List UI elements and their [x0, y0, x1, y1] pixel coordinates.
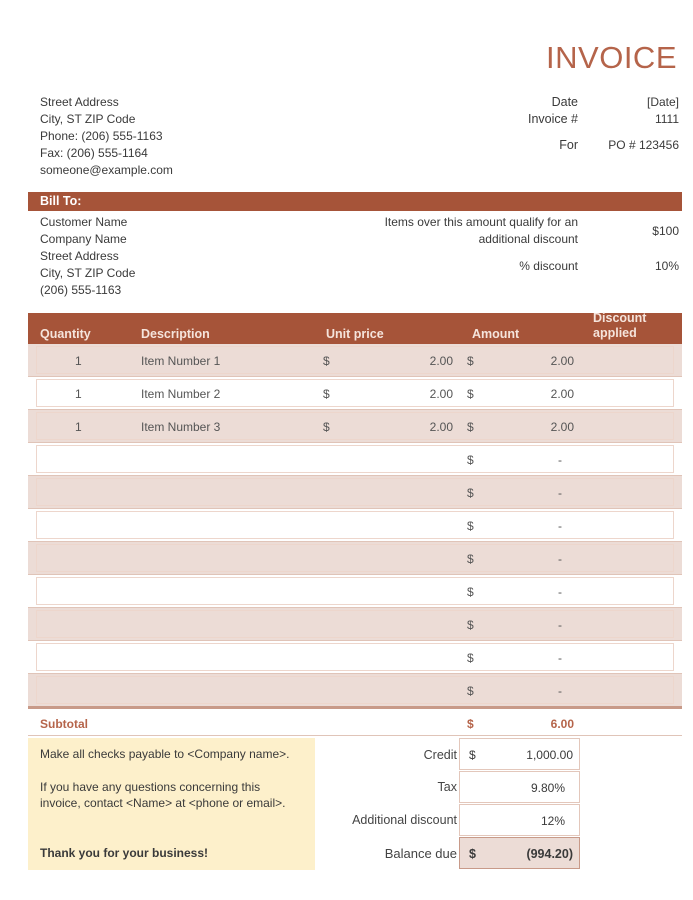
- customer-city[interactable]: City, ST ZIP Code: [40, 266, 136, 280]
- table-row[interactable]: [28, 443, 682, 476]
- row-description: Item Number 1: [141, 354, 221, 368]
- row-amount-currency: $: [467, 420, 474, 434]
- row-amount: -: [558, 618, 562, 632]
- bill-to-header: Bill To:: [28, 192, 682, 211]
- table-row[interactable]: [28, 608, 682, 641]
- credit-field[interactable]: [459, 738, 580, 770]
- bill-to-block: [40, 214, 135, 299]
- header-discount-applied: [593, 311, 646, 341]
- row-price-currency: $: [323, 420, 330, 434]
- row-amount: -: [558, 486, 562, 500]
- date-value[interactable]: [Date]: [646, 95, 679, 109]
- header-quantity: Quantity: [40, 327, 91, 341]
- company-phone: Phone: (206) 555-1163: [40, 129, 163, 143]
- credit-value: 1,000.00: [526, 748, 573, 762]
- company-city: City, ST ZIP Code: [40, 112, 136, 126]
- table-row[interactable]: [28, 344, 682, 377]
- credit-currency: $: [469, 748, 476, 762]
- balance-due-label: Balance due: [384, 846, 457, 861]
- for-value[interactable]: PO # 123456: [608, 138, 679, 152]
- subtotal-value: 6.00: [550, 717, 574, 731]
- percent-discount-label: % discount: [519, 259, 578, 273]
- credit-label: Credit: [423, 748, 457, 762]
- row-unit-price: 2.00: [429, 354, 453, 368]
- row-amount-currency: $: [467, 585, 474, 599]
- tax-value: 9.80%: [530, 781, 565, 795]
- row-quantity: 1: [75, 420, 82, 434]
- additional-discount-value: 12%: [540, 814, 565, 828]
- for-label: For: [559, 138, 578, 152]
- company-fax: Fax: (206) 555-1164: [40, 146, 148, 160]
- row-amount-currency: $: [467, 552, 474, 566]
- row-amount: -: [558, 519, 562, 533]
- row-amount-currency: $: [467, 453, 474, 467]
- table-row[interactable]: [28, 509, 682, 542]
- subtotal-row: [28, 706, 682, 736]
- customer-street[interactable]: Street Address: [40, 249, 119, 263]
- row-amount: -: [558, 453, 562, 467]
- header-unit-price: Unit price: [326, 327, 384, 341]
- thanks-note[interactable]: Thank you for your business!: [40, 846, 209, 860]
- row-amount-currency: $: [467, 354, 474, 368]
- row-quantity: 1: [75, 387, 82, 401]
- subtotal-label: Subtotal: [40, 717, 88, 731]
- customer-phone[interactable]: (206) 555-1163: [40, 283, 122, 297]
- header-discount-line2: applied: [593, 326, 637, 340]
- row-amount: -: [558, 585, 562, 599]
- discount-qualify-text: [318, 214, 578, 248]
- company-street: Street Address: [40, 95, 119, 109]
- questions-note-line1[interactable]: If you have any questions concerning this: [40, 780, 261, 794]
- row-amount-currency: $: [467, 486, 474, 500]
- invoice-number-label: Invoice #: [527, 112, 578, 126]
- row-amount: 2.00: [550, 420, 574, 434]
- tax-label: Tax: [437, 780, 457, 794]
- discount-threshold[interactable]: $100: [652, 224, 679, 238]
- additional-discount-label: Additional discount: [352, 813, 457, 827]
- invoice-title: INVOICE: [546, 40, 677, 75]
- header-description: Description: [141, 327, 210, 341]
- discount-qualify-line1: Items over this amount qualify for an: [384, 215, 578, 229]
- row-unit-price: 2.00: [429, 387, 453, 401]
- row-amount-currency: $: [467, 519, 474, 533]
- table-row[interactable]: [28, 410, 682, 443]
- table-row[interactable]: [28, 674, 682, 707]
- row-unit-price: 2.00: [429, 420, 453, 434]
- row-amount-currency: $: [467, 684, 474, 698]
- company-email: someone@example.com: [40, 163, 173, 177]
- percent-discount-value[interactable]: 10%: [654, 259, 679, 273]
- additional-discount-field[interactable]: [459, 804, 580, 836]
- table-row[interactable]: [28, 575, 682, 608]
- row-amount-currency: $: [467, 651, 474, 665]
- row-amount: -: [558, 684, 562, 698]
- balance-due-value: (994.20): [526, 847, 573, 861]
- row-quantity: 1: [75, 354, 82, 368]
- company-address: [40, 94, 173, 179]
- row-price-currency: $: [323, 354, 330, 368]
- customer-company[interactable]: Company Name: [40, 232, 127, 246]
- payment-notes: [28, 738, 315, 870]
- row-amount-currency: $: [467, 618, 474, 632]
- row-price-currency: $: [323, 387, 330, 401]
- row-amount: -: [558, 651, 562, 665]
- table-row[interactable]: [28, 377, 682, 410]
- table-row[interactable]: [28, 641, 682, 674]
- balance-due-field: [459, 837, 580, 869]
- row-amount: 2.00: [550, 354, 574, 368]
- header-amount: Amount: [472, 327, 520, 341]
- items-table-header: [28, 313, 682, 344]
- row-description: Item Number 3: [141, 420, 221, 434]
- tax-field[interactable]: [459, 771, 580, 803]
- discount-qualify-line2: additional discount: [478, 232, 578, 246]
- customer-name[interactable]: Customer Name: [40, 215, 128, 229]
- row-amount: -: [558, 552, 562, 566]
- table-row[interactable]: [28, 542, 682, 575]
- row-amount-currency: $: [467, 387, 474, 401]
- balance-due-currency: $: [469, 847, 476, 861]
- questions-note-line2[interactable]: invoice, contact <Name> at <phone or email>.: [40, 796, 286, 810]
- checks-note[interactable]: Make all checks payable to <Company name>.: [40, 747, 290, 761]
- invoice-number-value[interactable]: 1111: [654, 112, 679, 126]
- row-description: Item Number 2: [141, 387, 221, 401]
- row-amount: 2.00: [550, 387, 574, 401]
- subtotal-currency: $: [467, 717, 474, 731]
- date-label: Date: [551, 95, 578, 109]
- table-row[interactable]: [28, 476, 682, 509]
- header-discount-line1: Discount: [593, 311, 647, 325]
